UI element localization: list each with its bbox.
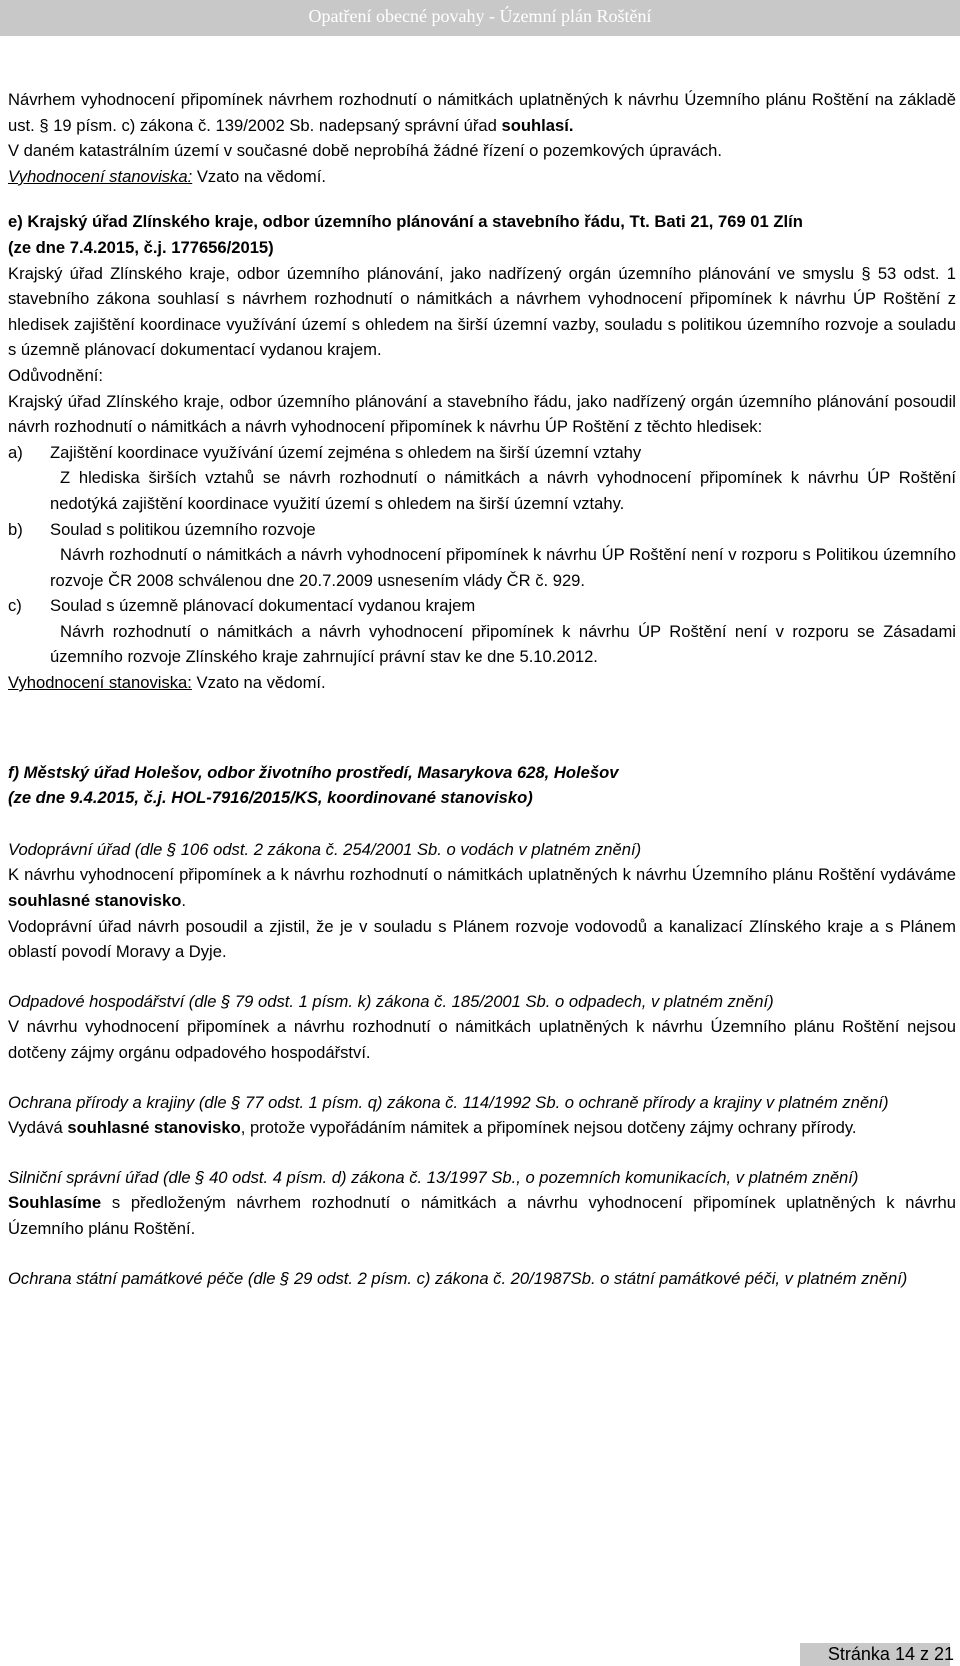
water-bold-text: souhlasné stanovisko [8,891,182,911]
nature-text-part: Vydává [8,1118,68,1138]
road-law-heading: Silniční správní úřad (dle § 40 odst. 4 písm. d) zákona č. 13/1997 Sb., o pozemních komunikacích, v platném znění) [8,1167,859,1187]
criterion-b [8,517,956,543]
criterion-title: Soulad s územně plánovací dokumentací vydanou krajem [50,596,476,616]
water-text [8,862,956,913]
section-e-heading: e) Krajský úřad Zlínského kraje, odbor územního plánování a stavebního řádu, Tt. Bati 21, 769 01 Zlín [8,212,803,232]
evaluation-value: Vzato na vědomí. [191,673,326,693]
waste-law-heading: Odpadové hospodářství (dle § 79 odst. 1 písm. k) zákona č. 185/2001 Sb. o odpadech, v platném znění) [8,991,774,1011]
nature-text-end: , protože vypořádáním námitek a připomínek nejsou dotčeny zájmy ochrany přírody. [240,1118,857,1138]
criterion-title: Soulad s politikou územního rozvoje [50,519,316,539]
criterion-mark: a) [8,442,23,462]
water-text-end: . [181,891,186,911]
criterion-c [8,593,956,619]
water-assessment: Vodoprávní úřad návrh posoudil a zjistil, že je v souladu s Plánem rozvoje vodovodů a kanalizací Zlínského kraje a s Plánem oblastí povodí Moravy a Dyje. [8,916,956,962]
nature-text [8,1115,956,1141]
road-text-part: s předloženým návrhem rozhodnutí o námitkách a návrhu vyhodnocení připomínek uplatněných k návrhu Územního plánu Roštění. [8,1193,956,1238]
reason-label: Odůvodnění: [8,365,104,385]
nature-bold-text: souhlasné stanovisko [67,1118,241,1138]
reason-body: Krajský úřad Zlínského kraje, odbor územního plánování a stavebního řádu, jako nadřízený orgán územního plánování posoudil návrh rozhodnutí o námitkách a návrh vyhodnocení připomínek k návrhu ÚP Roštění z těchto hledisek: [8,391,956,437]
intro-bold-text: souhlasí. [501,115,574,135]
intro-text: Návrhem vyhodnocení připomínek návrhem rozhodnutí o námitkách uplatněných k návrhu Územního plánu Roštění na základě ust. § 19 písm. c) zákona č. 139/2002 Sb. nadepsaný správní úřad [8,90,956,135]
intro-evaluation [8,164,956,190]
criterion-mark: b) [8,519,23,539]
criterion-mark: c) [8,596,22,616]
document-header-title: Opatření obecné povahy - Územní plán Roštění [308,6,652,26]
document-page [8,87,956,1291]
cadastral-paragraph: V daném katastrálním území v současné době neprobíhá žádné řízení o pozemkových úpravách. [8,141,722,161]
water-text-part: K návrhu vyhodnocení připomínek a k návrhu rozhodnutí o námitkách uplatněných k návrhu Územního plánu Roštění vydáváme [8,865,956,885]
section-e-evaluation [8,670,956,696]
intro-paragraph [8,87,956,138]
page-number: Stránka 14 z 21 [827,1644,954,1664]
criterion-text: Návrh rozhodnutí o námitkách a návrh vyhodnocení připomínek k návrhu ÚP Roštění není v rozporu s Politikou územního rozvoje ČR 2008 schválenou dne 20.7.2009 usnesením vlády ČR č. 929. [50,545,956,590]
evaluation-label: Vyhodnocení stanoviska: [8,673,192,693]
monument-law-heading: Ochrana státní památkové péče (dle § 29 odst. 2 písm. c) zákona č. 20/1987Sb. o státní památkové péči, v platném znění) [8,1268,908,1288]
section-e-body: Krajský úřad Zlínského kraje, odbor územního plánování, jako nadřízený orgán územního plánování ve smyslu § 53 odst. 1 stavebního zákona souhlasí s návrhem rozhodnutí o námitkách a návrhem vyhodnocení připomínek k návrhu ÚP Roštění z hledisek zajištění koordinace využívání území s ohledem na širší územní vazby, souladu s politikou územního rozvoje a souladu s územně plánovací dokumentací vydanou krajem. [8,263,956,360]
section-f-heading: f) Městský úřad Holešov, odbor životního prostředí, Masarykova 628, Holešov [8,762,619,782]
evaluation-value: Vzato na vědomí. [192,166,326,186]
criterion-text: Z hlediska širších vztahů se návrh rozhodnutí o námitkách a návrh vyhodnocení připomínek k návrhu ÚP Roštění nedotýká zajištění koordinace využití území s ohledem na širší územní vztahy. [50,468,956,513]
road-bold-text: Souhlasíme [8,1193,102,1213]
evaluation-label: Vyhodnocení stanoviska: [8,166,193,186]
criterion-title: Zajištění koordinace využívání území zejména s ohledem na širší územní vztahy [50,442,642,462]
waste-text: V návrhu vyhodnocení připomínek a návrhu rozhodnutí o námitkách uplatněných k návrhu Územního plánu Roštění nejsou dotčeny zájmy orgánu odpadového hospodářství. [8,1017,956,1062]
water-law-heading: Vodoprávní úřad (dle § 106 odst. 2 zákona č. 254/2001 Sb. o vodách v platném znění) [8,839,642,859]
nature-law-heading: Ochrana přírody a krajiny (dle § 77 odst. 1 písm. q) zákona č. 114/1992 Sb. o ochraně přírody a krajiny v platném znění) [8,1092,889,1112]
section-e-subheading: (ze dne 7.4.2015, č.j. 177656/2015) [8,237,274,257]
criterion-a [8,440,956,466]
criterion-text: Návrh rozhodnutí o námitkách a návrh vyhodnocení připomínek k návrhu ÚP Roštění není v rozporu se Zásadami územního rozvoje Zlínského kraje zahrnující právní stav ke dne 5.10.2012. [50,621,956,667]
road-text [8,1190,956,1241]
section-f-subheading: (ze dne 9.4.2015, č.j. HOL-7916/2015/KS, koordinované stanovisko) [8,788,533,808]
